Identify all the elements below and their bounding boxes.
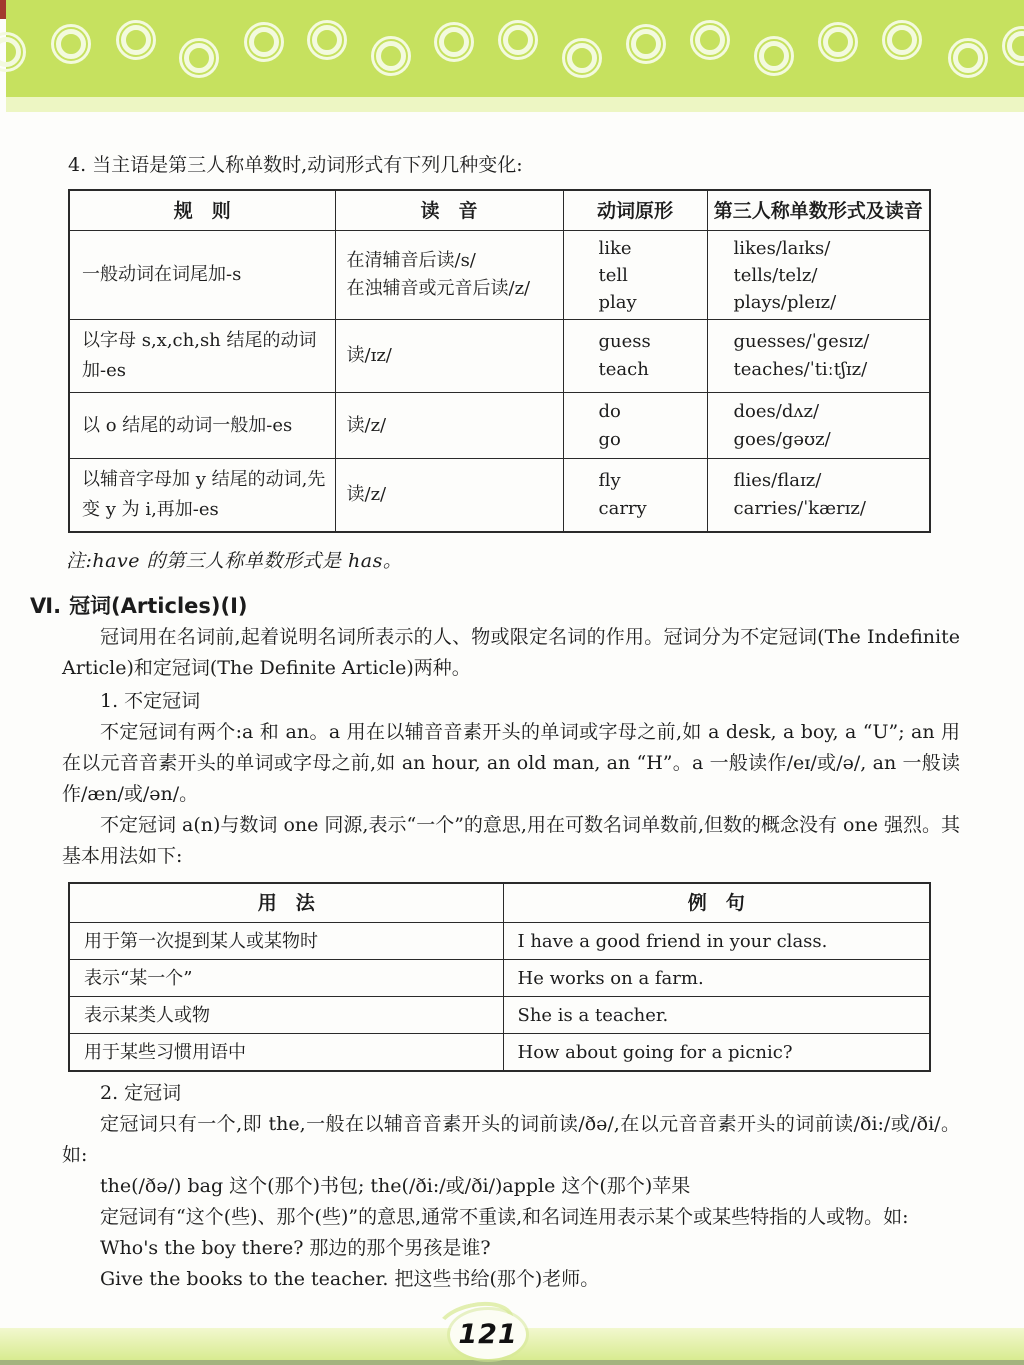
verb: go xyxy=(598,428,621,450)
circle-ornament-icon xyxy=(818,22,858,62)
circle-ornament-icon xyxy=(0,32,26,72)
column-header: 用 法 xyxy=(69,883,503,923)
rule-cell: 以 o 结尾的动词一般加-es xyxy=(69,393,335,459)
example-line: the(/ðə/) bag 这个(那个)书包; the(/ði:/或/ði/)apple 这个(那个)苹果 xyxy=(100,1175,691,1197)
circle-ornament-icon xyxy=(51,24,91,64)
example-sentence: Who's the boy there? 那边的那个男孩是谁? xyxy=(100,1237,491,1259)
table-header-row xyxy=(69,190,930,231)
verb-cell xyxy=(563,231,707,320)
example-cell: How about going for a picnic? xyxy=(503,1034,930,1072)
section-title: 4. 当主语是第三人称单数时,动词形式有下列几种变化: xyxy=(68,154,523,176)
table-header-row xyxy=(69,883,930,923)
example-cell: I have a good friend in your class. xyxy=(503,923,930,960)
verb-cell xyxy=(563,320,707,393)
circle-ornament-icon xyxy=(882,20,922,60)
third-person-form: likes/laɪks/ xyxy=(733,237,831,259)
circle-ornament-icon xyxy=(1002,26,1024,66)
corner-mark xyxy=(0,0,6,19)
table-row xyxy=(69,997,930,1034)
column-header: 读 音 xyxy=(335,190,563,231)
pronunciation-cell: 读/z/ xyxy=(335,393,563,459)
verb: teach xyxy=(598,359,649,380)
third-person-form: teaches/ˈtiːtʃɪz/ xyxy=(733,359,868,380)
rule-cell: 以辅音字母加 y 结尾的动词,先变 y 为 i,再加-es xyxy=(69,459,335,533)
verb: carry xyxy=(598,498,647,519)
verb: like xyxy=(598,237,632,259)
circle-ornament-icon xyxy=(434,22,474,62)
form-cell xyxy=(707,320,930,393)
column-header: 动词原形 xyxy=(563,190,707,231)
table-row xyxy=(69,960,930,997)
articles-heading xyxy=(30,591,960,622)
circle-ornament-icon xyxy=(562,38,602,78)
third-person-form: guesses/ˈgesɪz/ xyxy=(733,331,870,352)
circle-ornament-icon xyxy=(754,36,794,76)
example-cell: He works on a farm. xyxy=(503,960,930,997)
verb-cell xyxy=(563,393,707,459)
paragraph: 定冠词只有一个,即 the,一般在以辅音音素开头的词前读/ðə/,在以元音音素开头的词前读/ði:/或/ði/。如: xyxy=(62,1113,960,1166)
circle-ornament-icon xyxy=(116,20,156,60)
column-header: 第三人称单数形式及读音 xyxy=(707,190,930,231)
third-person-form: carries/ˈkærɪz/ xyxy=(733,498,866,519)
verb: do xyxy=(598,400,621,422)
verb-cell xyxy=(563,459,707,533)
table-note: 注:have 的第三人称单数形式是 has。 xyxy=(66,550,403,572)
form-cell xyxy=(707,459,930,533)
form-cell xyxy=(707,231,930,320)
example-cell: She is a teacher. xyxy=(503,997,930,1034)
paragraph: 不定冠词有两个:a 和 an。a 用在以辅音音素开头的单词或字母之前,如 a desk, a boy, a “U”; an 用在以元音音素开头的单词或字母之前,如 an hour, an old man, an “H”。a 一般读作/eɪ/或/ə/, an 一般读作/æn/或/ən/。 xyxy=(62,721,960,805)
third-person-form: goes/gəʊz/ xyxy=(733,428,831,450)
column-header: 例 句 xyxy=(503,883,930,923)
rule-cell: 一般动词在词尾加-s xyxy=(69,231,335,320)
page-content xyxy=(30,150,960,1295)
table-row xyxy=(69,231,930,320)
pronunciation-cell: 读/ɪz/ xyxy=(335,320,563,393)
section-heading-text: 冠词(Articles)(Ⅰ) xyxy=(69,594,248,618)
table-row xyxy=(69,1034,930,1072)
header-band-strip xyxy=(6,97,1024,112)
verb: play xyxy=(598,291,637,313)
circle-ornament-icon xyxy=(498,20,538,60)
circle-ornament-icon xyxy=(626,24,666,64)
usage-cell: 用于第一次提到某人或某物时 xyxy=(69,923,503,960)
circle-ornament-icon xyxy=(690,20,730,60)
page-number-badge xyxy=(450,1310,526,1359)
verb: fly xyxy=(598,470,621,491)
indefinite-article-heading: 1. 不定冠词 xyxy=(100,690,201,712)
column-header: 规 则 xyxy=(69,190,335,231)
header-band xyxy=(6,0,1024,97)
verb: tell xyxy=(598,264,628,286)
form-cell xyxy=(707,393,930,459)
pronunciation-line: 在浊辅音或元音后读/z/ xyxy=(346,278,531,299)
circle-ornament-icon xyxy=(179,38,219,78)
pronunciation-cell: 读/z/ xyxy=(335,459,563,533)
usage-cell: 表示“某一个” xyxy=(69,960,503,997)
intro-paragraph: 冠词用在名词前,起着说明名词所表示的人、物或限定名词的作用。冠词分为不定冠词(The Indefinite Article)和定冠词(The Definite Article)两种。 xyxy=(62,626,960,679)
verb-forms-table xyxy=(68,189,931,533)
third-person-form: flies/flaɪz/ xyxy=(733,470,822,491)
circle-ornament-icon xyxy=(371,36,411,76)
article-usage-table xyxy=(68,882,931,1072)
table-row xyxy=(69,923,930,960)
page-number: 121 xyxy=(458,1319,518,1350)
example-sentence: Give the books to the teacher. 把这些书给(那个)老师。 xyxy=(100,1268,600,1290)
table-row xyxy=(69,459,930,533)
pronunciation-line: 在清辅音后读/s/ xyxy=(346,250,476,271)
usage-cell: 用于某些习惯用语中 xyxy=(69,1034,503,1072)
circle-ornament-icon xyxy=(948,38,988,78)
usage-cell: 表示某类人或物 xyxy=(69,997,503,1034)
paragraph: 定冠词有“这个(些)、那个(些)”的意思,通常不重读,和名词连用表示某个或某些特指的人或物。如: xyxy=(100,1206,909,1228)
pronunciation-cell xyxy=(335,231,563,320)
verb: guess xyxy=(598,331,651,352)
third-person-form: plays/pleɪz/ xyxy=(733,291,837,313)
table-row xyxy=(69,393,930,459)
circle-ornament-icon xyxy=(307,20,347,60)
table-row xyxy=(69,320,930,393)
section-numeral: Ⅵ. xyxy=(30,594,62,618)
circle-ornament-icon xyxy=(244,22,284,62)
paragraph: 不定冠词 a(n)与数词 one 同源,表示“一个”的意思,用在可数名词单数前,但数的概念没有 one 强烈。其基本用法如下: xyxy=(62,814,960,867)
definite-article-heading: 2. 定冠词 xyxy=(100,1082,182,1104)
rule-cell: 以字母 s,x,ch,sh 结尾的动词加-es xyxy=(69,320,335,393)
third-person-form: does/dʌz/ xyxy=(733,400,820,422)
third-person-form: tells/telz/ xyxy=(733,264,818,286)
